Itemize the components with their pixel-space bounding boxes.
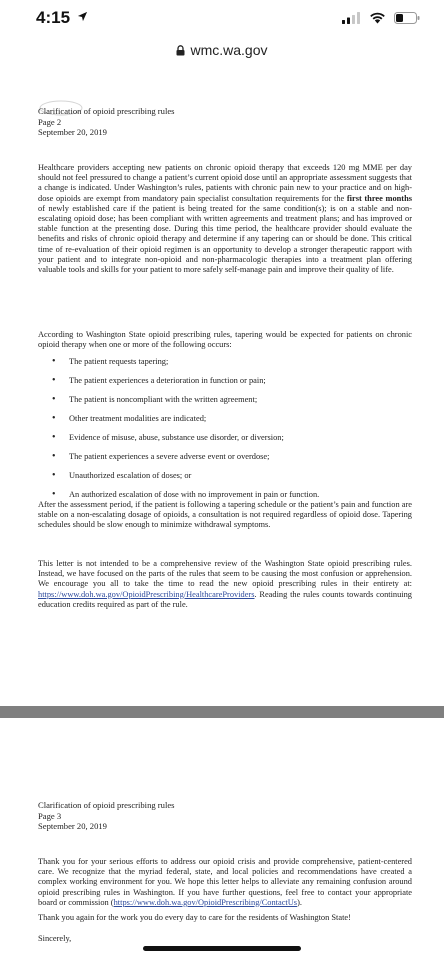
- cellular-signal-icon: [342, 12, 361, 24]
- status-time-text: 4:15: [36, 8, 71, 27]
- paragraph-letter-scope: [38, 559, 412, 610]
- paragraph-text: After the assessment period, if the patient is following a tapering schedule or the patient’s pain and function are stable on a non-escalating dosage of opioids, a consultation is not required regardless of opioid dose. Tapering schedules should be slow enough to minimize withdrawal symptoms.: [38, 500, 412, 530]
- paragraph-thank-you-again: [38, 913, 412, 923]
- page-3-header: [38, 800, 412, 832]
- list-item: • The patient requests tapering;: [38, 357, 412, 376]
- paragraph-tapering-intro: [38, 330, 412, 350]
- header-page-number: Page 2: [38, 116, 62, 127]
- header-date: September 20, 2019: [38, 127, 107, 138]
- list-item: • An authorized escalation of dose with no improvement in pain or function.: [38, 490, 412, 509]
- list-item: • Other treatment modalities are indicated;: [38, 414, 412, 433]
- contact-us-link[interactable]: https://www.doh.wa.gov/OpioidPrescribing/ContactUs: [113, 897, 298, 907]
- url-text: wmc.wa.gov: [190, 42, 268, 58]
- closing-salutation: [38, 934, 412, 944]
- status-bar: [0, 0, 444, 34]
- list-item: • Unauthorized escalation of doses; or: [38, 471, 412, 490]
- location-arrow-icon: [77, 11, 88, 22]
- list-item: • Evidence of misuse, abuse, substance use disorder, or diversion;: [38, 433, 412, 452]
- paragraph-thank-you: [38, 857, 412, 908]
- page-divider: [0, 706, 444, 718]
- list-item: • The patient experiences a severe adverse event or overdose;: [38, 452, 412, 471]
- home-indicator[interactable]: [143, 946, 301, 951]
- url-display[interactable]: [0, 42, 444, 58]
- paragraph-assessment-period: [38, 500, 412, 531]
- browser-address-bar[interactable]: [0, 34, 444, 67]
- battery-icon: [394, 12, 420, 24]
- closing-text: Sincerely,: [38, 934, 72, 943]
- paragraph-text: ).: [297, 897, 302, 907]
- status-icons: [342, 12, 420, 24]
- paragraph-text: This letter is not intended to be a comprehensive review of the Washington State opioid prescribing rules. Instead, we have focused on the parts of the rules that seem to be causing the most confusion or apprehension. We encourage you all to take the time to read the new opioid prescribing rules in their entirety at:: [38, 559, 412, 589]
- paragraph-text: of newly established care if the patient is being treated for the same condition(s); is on a stable and non-escalating opioid dose; has been compliant with written agreements and treatment plans; and has improved or stable function at the presenting dose. During this time period, the healthcare provider should evaluate the benefits and risks of chronic opioid therapy and determine if any tapering can or should be done. This critical time of re-evaluation of their opioid regimen is an opportunity to develop a stronger therapeutic rapport with your patient and to integrate non-opioid and non-pharmacologic therapies into a treatment plan offering valuable tools and skills for your patient to more safely self-manage pain and improve their quality of life.: [38, 203, 412, 275]
- page-2-header: [38, 106, 412, 138]
- paragraph-text: Thank you again for the work you do every day to care for the residents of Washington State!: [38, 913, 351, 922]
- paragraph-text: . Reading the rules counts towards continuing education credits required as part of the rule.: [38, 589, 412, 609]
- document-page-3: [0, 718, 444, 960]
- header-title: Clarification of opioid prescribing rules: [38, 800, 175, 810]
- paragraph-text: Healthcare providers accepting new patients on chronic opioid therapy that exceeds 120 mg MME per day should not feel pressured to change a patient’s current opioid dose until an appropriate assessment suggests that a change is indicated. Under Washington’s rules, patients with chronic pain new to your practice and on high-dose opioids are exempt from mandatory pain specialist consultation requirements for the: [38, 163, 412, 203]
- paragraph-text: According to Washington State opioid prescribing rules, tapering would be expected for patients on chronic opioid therapy when one or more of the following occurs:: [38, 330, 412, 350]
- status-time: [36, 8, 88, 28]
- wifi-icon: [369, 12, 386, 24]
- healthcare-providers-link[interactable]: https://www.doh.wa.gov/OpioidPrescribing/HealthcareProviders: [38, 589, 255, 599]
- paragraph-new-patients: [38, 163, 412, 275]
- document-page-2: [0, 66, 444, 706]
- header-title: Clarification of opioid prescribing rules: [38, 106, 175, 116]
- header-page-number: Page 3: [38, 810, 62, 821]
- paragraph-text: Thank you for your serious efforts to address our opioid crisis and provide comprehensive, patient-centered care. We recognize that the myriad federal, state, and local policies and recommendations have created a complex working environment for you. We hope this letter helps to alleviate any remaining confusion around opioid prescribing rules in Washington. If you have further questions, feel free to contact your appropriate board or commission (: [38, 857, 412, 907]
- header-date: September 20, 2019: [38, 821, 107, 832]
- list-item: • The patient is noncompliant with the written agreement;: [38, 395, 412, 414]
- emphasis-text: first three months: [346, 193, 413, 203]
- list-item: • The patient experiences a deterioration in function or pain;: [38, 376, 412, 395]
- tapering-criteria-list: [38, 357, 412, 509]
- lock-icon: [176, 45, 185, 56]
